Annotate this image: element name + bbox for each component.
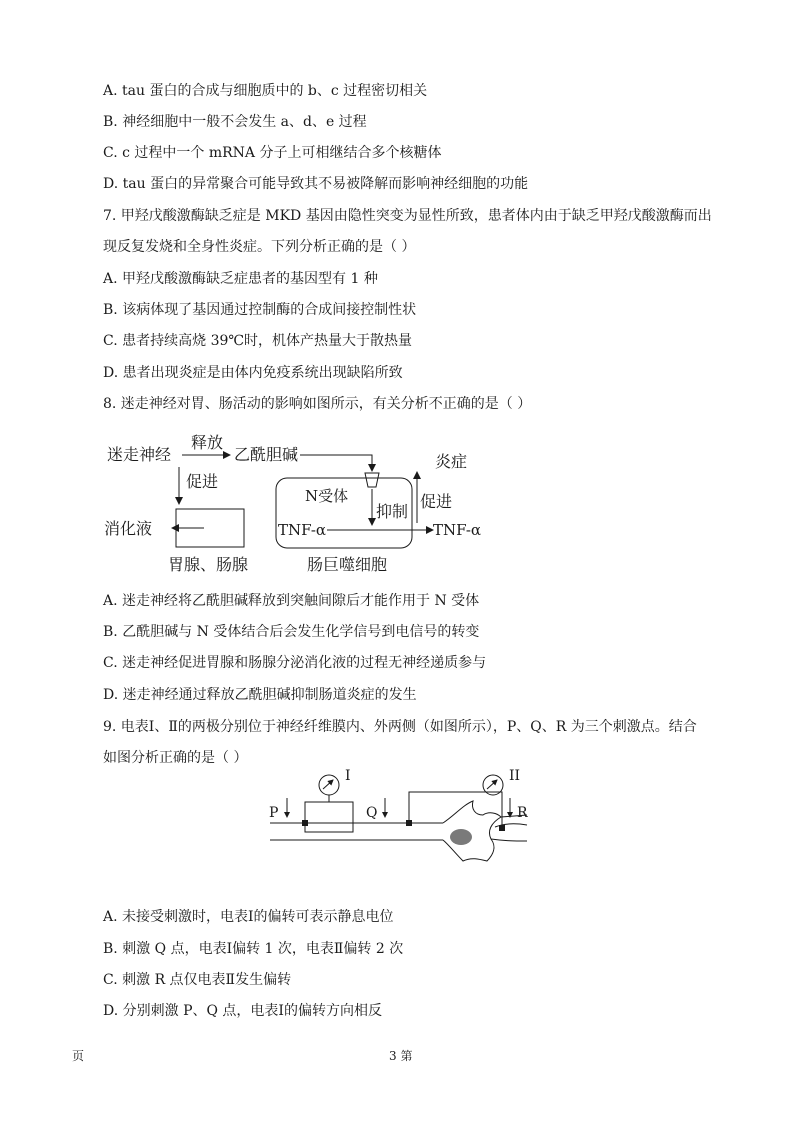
label-tnf-left: TNF-α: [278, 521, 327, 539]
footer-page-number: 3 第: [389, 1049, 413, 1063]
q9-stem-line1: 9. 电表Ⅰ、Ⅱ的两极分别位于神经纤维膜内、外两侧（如图所示），P、Q、R 为三个刺激点。结合: [103, 719, 697, 735]
label-macrophage: 肠巨噬细胞: [307, 555, 388, 574]
label-inhibit: 抑制: [376, 502, 409, 521]
label-glands: 胃腺、肠腺: [168, 555, 249, 574]
q9-option-b: B. 刺激 Q 点，电表Ⅰ偏转 1 次，电表Ⅱ偏转 2 次: [103, 941, 404, 957]
label-release: 释放: [191, 433, 224, 452]
label-inflammation: 炎症: [435, 452, 468, 471]
meter1-box: [305, 802, 353, 832]
label-vagus: 迷走神经: [107, 445, 172, 464]
q7-option-a: A. 甲羟戊酸激酶缺乏症患者的基因型有 1 种: [103, 271, 378, 287]
electrode-2b: [499, 825, 505, 831]
meter1-dial: [319, 775, 339, 795]
q8-option-d: D. 迷走神经通过释放乙酰胆碱抑制肠道炎症的发生: [103, 687, 417, 703]
q8-option-c: C. 迷走神经促进胃腺和肠腺分泌消化液的过程无神经递质参与: [103, 655, 487, 671]
label-promote1: 促进: [186, 472, 219, 491]
meter2-wire: [409, 792, 502, 830]
label-digestive: 消化液: [104, 519, 153, 538]
label-meter1: I: [345, 768, 351, 784]
label-receptor: N受体: [305, 487, 349, 505]
label-q: Q: [366, 805, 378, 821]
q7-option-d: D. 患者出现炎症是由体内免疫系统出现缺陷所致: [103, 365, 403, 381]
meter2-needle: [487, 780, 497, 789]
footer-left: 页: [72, 1049, 85, 1063]
label-tnf-right: TNF-α: [433, 521, 482, 539]
q9-option-a: A. 未接受刺激时，电表Ⅰ的偏转可表示静息电位: [103, 909, 394, 925]
electrode-1a: [302, 820, 308, 826]
label-meter2: II: [509, 768, 521, 784]
nucleus: [450, 829, 472, 845]
q7-option-c: C. 患者持续高烧 39℃时，机体产热量大于散热量: [103, 333, 413, 349]
label-r: R: [517, 805, 528, 821]
arrow-ach-receptor: [300, 455, 372, 471]
q7-stem-line2: 现反复发烧和全身性炎症。下列分析正确的是（ ）: [103, 239, 416, 255]
label-p: P: [269, 805, 279, 821]
q6-option-a: A. tau 蛋白的合成与细胞质中的 b、c 过程密切相关: [103, 83, 428, 99]
q7-stem-line1: 7. 甲羟戊酸激酶缺乏症是 MKD 基因由隐性突变为显性所致，患者体内由于缺乏甲羟戊酸激酶而出: [103, 208, 712, 224]
q6-option-c: C. c 过程中一个 mRNA 分子上可相继结合多个核糖体: [103, 145, 442, 161]
q6-option-d: D. tau 蛋白的异常聚合可能导致其不易被降解而影响神经细胞的功能: [103, 176, 529, 192]
q7-option-b: B. 该病体现了基因通过控制酶的合成间接控制性状: [103, 302, 417, 318]
q9-option-c: C. 刺激 R 点仅电表Ⅱ发生偏转: [103, 972, 292, 988]
q9-stem-line2: 如图分析正确的是（ ）: [103, 750, 248, 766]
q9-diagram: [265, 765, 535, 875]
label-promote2: 促进: [420, 492, 453, 511]
meter1-needle: [323, 780, 333, 789]
electrode-2a: [406, 820, 412, 826]
neuron-body: [443, 801, 501, 861]
q8-stem: 8. 迷走神经对胃、肠活动的影响如图所示，有关分析不正确的是（ ）: [103, 396, 532, 412]
q8-option-a: A. 迷走神经将乙酰胆碱释放到突触间隙后才能作用于 N 受体: [103, 593, 480, 609]
label-ach: 乙酰胆碱: [234, 445, 299, 464]
q8-option-b: B. 乙酰胆碱与 N 受体结合后会发生化学信号到电信号的转变: [103, 624, 480, 640]
receptor-cup: [365, 473, 379, 487]
q9-option-d: D. 分别刺激 P、Q 点，电表Ⅰ的偏转方向相反: [103, 1003, 382, 1019]
q6-option-b: B. 神经细胞中一般不会发生 a、d、e 过程: [103, 114, 367, 130]
q8-diagram: [100, 425, 500, 580]
